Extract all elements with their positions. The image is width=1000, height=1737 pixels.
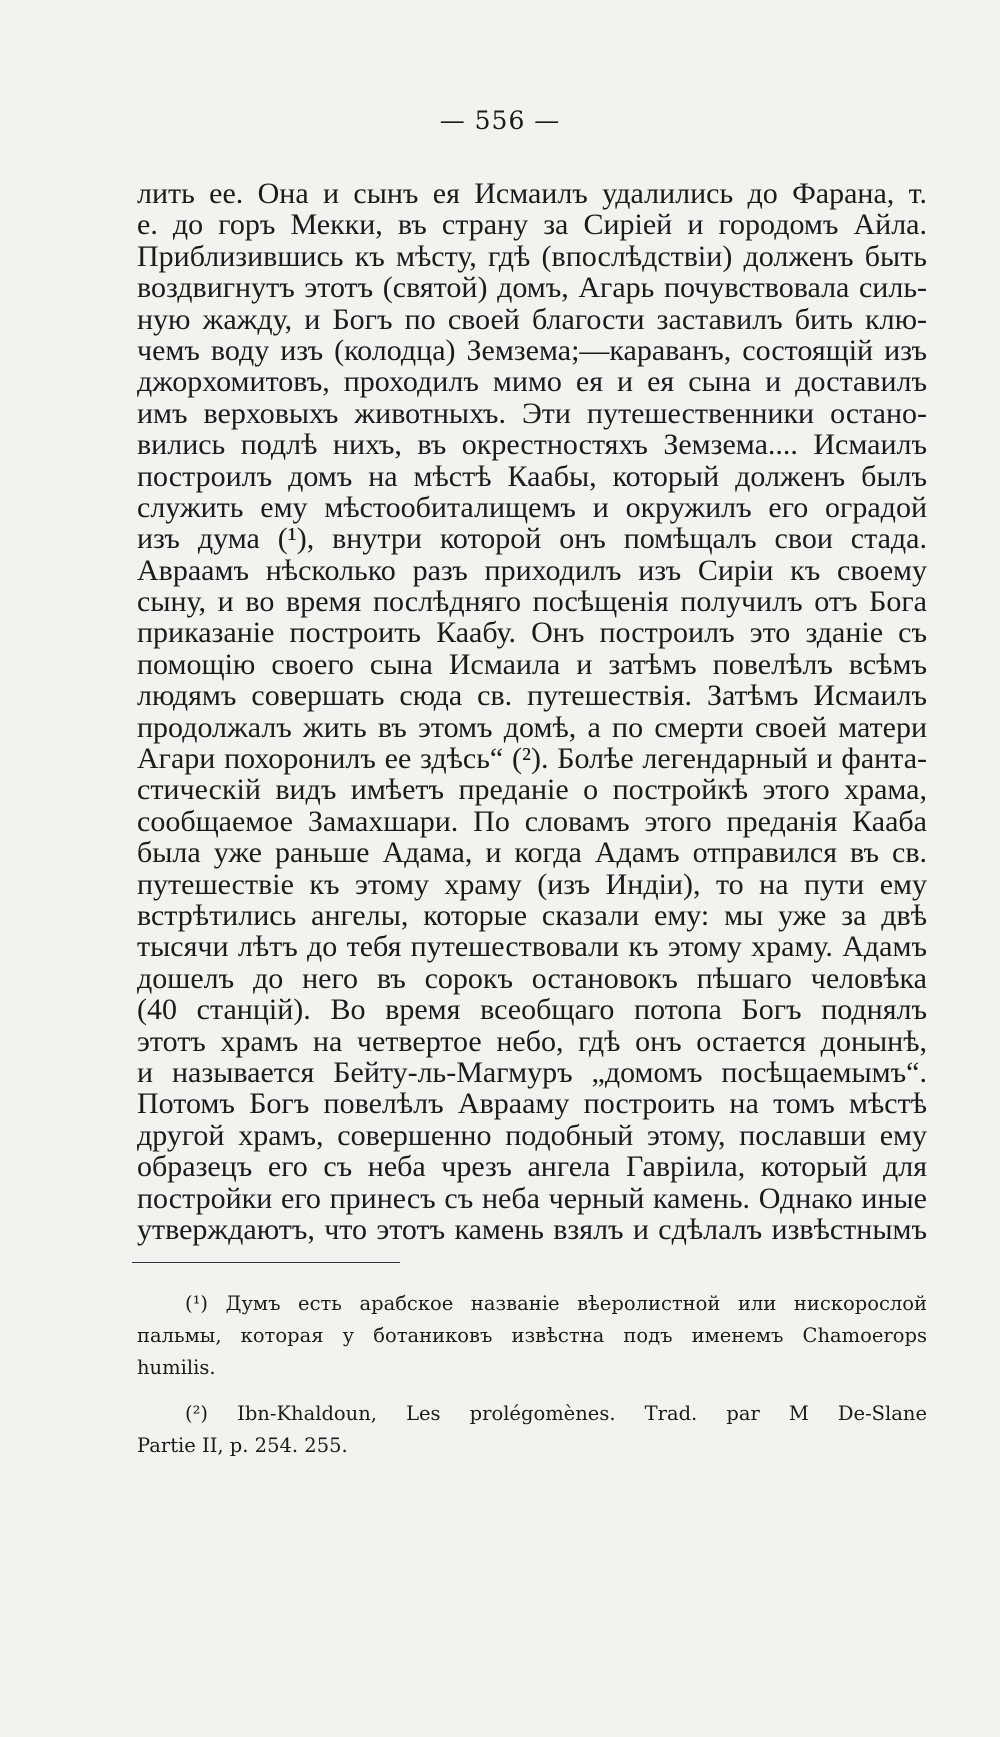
text-line: Агари похоронилъ ее здѣсь“ (²). Болѣе легендарный и фанта- (137, 742, 927, 776)
footnote-line: (¹) Думъ есть арабское названіе вѣеролистной или нискорослой (185, 1292, 927, 1315)
text-line: джорхомитовъ, проходилъ мимо ея и ея сына и доставилъ (137, 365, 927, 399)
text-line: другой храмъ, совершенно подобный этому, пославши ему (137, 1118, 927, 1152)
text-line: имъ верховыхъ животныхъ. Эти путешественники остано- (137, 396, 927, 430)
text-line: встрѣтились ангелы, которые сказали ему: мы уже за двѣ (137, 898, 927, 932)
text-line: была уже раньше Адама, и когда Адамъ отправился въ св. (137, 836, 927, 870)
text-line: Потомъ Богъ повелѣлъ Аврааму построить на томъ мѣстѣ (137, 1087, 927, 1121)
text-line: продолжалъ жить въ этомъ домѣ, а по смерти своей матери (137, 710, 927, 744)
text-line: изъ дума (¹), внутри которой онъ помѣщалъ свои стада. (137, 522, 927, 556)
text-line: лить ее. Она и сынъ ея Исмаилъ удалились до Фарана, т. (137, 177, 927, 210)
text-line: служить ему мѣстообиталищемъ и окружилъ его оградой (137, 490, 927, 524)
text-line: дошелъ до него въ сорокъ остановокъ пѣшаго человѣка (137, 961, 927, 995)
text-line: людямъ совершать сюда св. путешествія. Затѣмъ Исмаилъ (137, 679, 927, 713)
text-line: утверждаютъ, что этотъ камень взялъ и сдѣлалъ извѣстнымъ (137, 1212, 927, 1246)
text-line: тысячи лѣтъ до тебя путешествовали къ этому храму. Адамъ (137, 930, 927, 964)
text-line: и называется Бейту-ль-Магмуръ „домомъ посѣщаемымъ“. (137, 1055, 927, 1089)
text-line: постройки его принесъ съ неба черный камень. Однако иные (137, 1181, 927, 1215)
footnote-divider (132, 1262, 400, 1263)
text-line: е. до горъ Мекки, въ страну за Сиріей и городомъ Айла. (137, 208, 927, 242)
text-line: образецъ его съ неба чрезъ ангела Гавріила, который для (137, 1150, 927, 1184)
text-line: вились подлѣ нихъ, въ окрестностяхъ Земзема.... Исмаилъ (137, 428, 927, 462)
footnote-line: (²) Ibn-Khaldoun, Les prolégomènes. Trad. par M De-Slane (185, 1402, 927, 1425)
page-number: — 556 — (439, 106, 561, 135)
text-line: сообщаемое Замахшари. По словамъ этого преданія Кааба (137, 804, 927, 838)
footnote-1 (137, 1288, 927, 1384)
text-line: путешествіе къ этому храму (изъ Индіи), то на пути ему (137, 867, 927, 901)
text-line: (40 станцій). Во время всеобщаго потопа Богъ поднялъ (137, 993, 927, 1027)
footnote-line: humilis. (137, 1356, 216, 1379)
footnotes (137, 1288, 927, 1462)
text-line: приказаніе построить Каабу. Онъ построилъ это зданіе съ (137, 616, 927, 650)
text-line: Авраамъ нѣсколько разъ приходилъ изъ Сиріи къ своему (137, 553, 927, 587)
footnote-line: пальмы, которая у ботаниковъ извѣстна подъ именемъ Chamoerops (137, 1324, 927, 1347)
text-line: Приблизившись къ мѣсту, гдѣ (впослѣдствіи) долженъ быть (137, 239, 927, 273)
footnote-line: Partie II, p. 254. 255. (137, 1434, 348, 1457)
text-line: построилъ домъ на мѣстѣ Каабы, который долженъ былъ (137, 459, 927, 493)
text-line: воздвигнутъ этотъ (святой) домъ, Агарь почувствовала силь- (137, 271, 927, 305)
text-line: ную жажду, и Богъ по своей благости заставилъ бить клю- (137, 302, 927, 336)
text-line: помощію своего сына Исмаила и затѣмъ повелѣлъ всѣмъ (137, 647, 927, 681)
text-line: стическій видъ имѣетъ преданіе о постройкѣ этого храма, (137, 773, 927, 807)
main-text (137, 178, 927, 1245)
text-line: этотъ храмъ на четвертое небо, гдѣ онъ остается донынѣ, (137, 1024, 927, 1058)
footnote-2 (137, 1398, 927, 1462)
text-line: чемъ воду изъ (колодца) Земзема;—караванъ, состоящій изъ (137, 333, 927, 367)
text-line: сыну, и во время послѣдняго посѣщенія получилъ отъ Бога (137, 585, 927, 619)
footnote-gap (137, 1384, 927, 1398)
